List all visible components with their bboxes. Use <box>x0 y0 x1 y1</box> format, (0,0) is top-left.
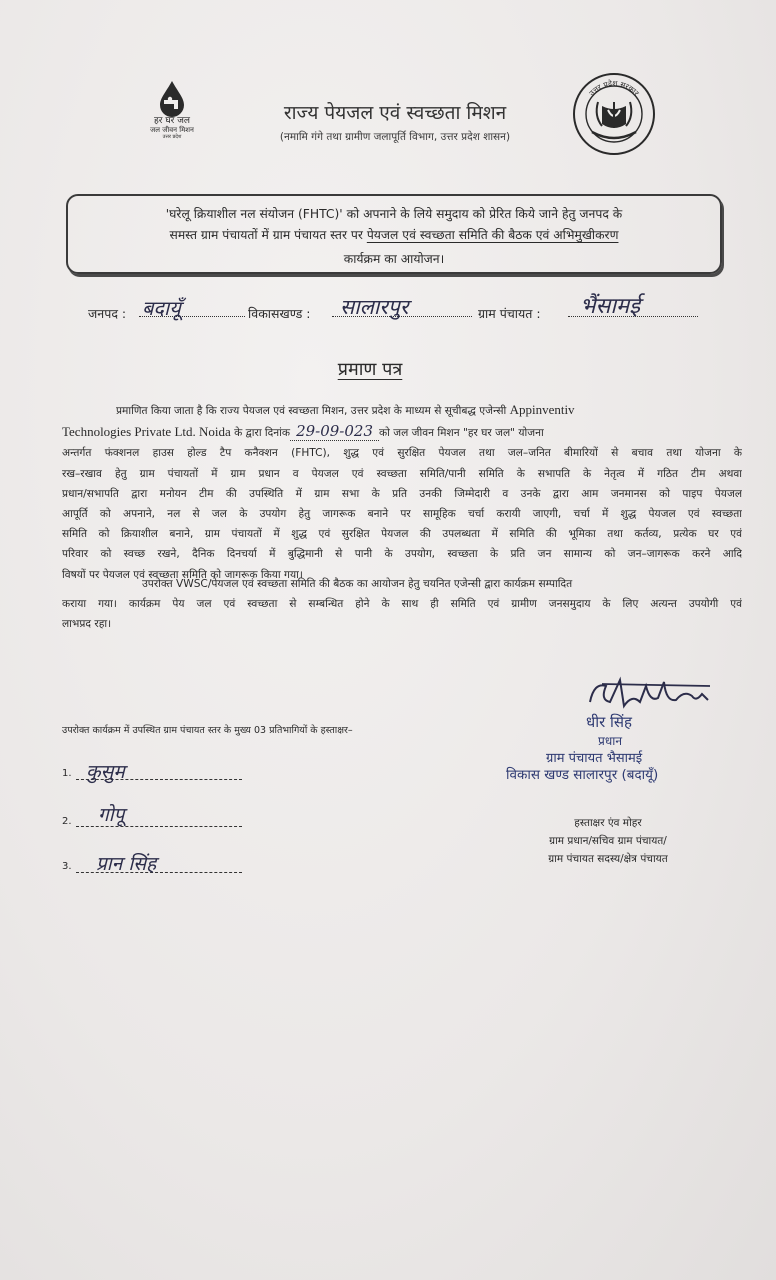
mission-subtitle: (नमामि गंगे तथा ग्रामीण जलापूर्ति विभाग, उत्तर प्रदेश शासन) <box>279 131 511 143</box>
panchayat-label: ग्राम पंचायत : <box>478 306 541 321</box>
paragraph-line: समिति को क्रियाशील बनाने, ग्राम पंचायतों में शुद्ध एवं सुरक्षित पेयजल की उपलब्धता में समिति की भूमिका तथा कर्तव्य, प्रत्येक घर एवं <box>62 528 742 541</box>
district-value: बदायूँ <box>142 296 181 320</box>
paragraph-line: कराया गया। कार्यक्रम पेय जल एवं स्वच्छता से सम्बन्धित होने के साथ ही समिति एवं ग्रामीण जनसमुदाय के लिए अत्यन्त उपयोगी एवं <box>62 598 742 611</box>
stamp-role: प्रधान <box>598 734 622 748</box>
participant-number: 3. <box>62 861 72 872</box>
logo-caption: जल जीवन मिशन <box>150 126 194 134</box>
certificate-paragraph-2 <box>62 574 742 635</box>
har-ghar-jal-logo <box>132 78 212 148</box>
paragraph-text: के द्वारा दिनांक <box>230 427 291 440</box>
company-name: Technologies Private Ltd. Noida <box>62 424 231 440</box>
stamp-block: विकास खण्ड सालारपुर (बदायूँ) <box>506 767 659 783</box>
svg-text:उत्तर प्रदेश सरकार <box>587 79 641 98</box>
logo-caption: उत्तर प्रदेश <box>162 134 182 140</box>
program-line: 'घरेलू क्रियाशील नल संयोजन (FHTC)' को अपनाने के लिये समुदाय को प्रेरित किये जाने हेतु जनपद के <box>165 207 623 221</box>
participant-signature: कुसुम <box>86 761 125 783</box>
paragraph-text: प्रमाणित किया जाता है कि राज्य पेयजल एवं स्वच्छता मिशन, उत्तर प्रदेश के माध्यम से सूचीबद्ध एजेन्सी <box>116 405 507 417</box>
block-label: विकासखण्ड : <box>248 306 311 321</box>
program-line: कार्यक्रम का आयोजन। <box>343 252 445 266</box>
signature-caption: हस्ताक्षर एंव मोहर <box>574 817 642 829</box>
paragraph-line: लाभप्रद रहा। <box>62 618 112 631</box>
certificate-title: प्रमाण पत्र <box>337 359 403 380</box>
district-label: जनपद : <box>88 306 127 321</box>
emblem-text: उत्तर प्रदेश सरकार <box>587 78 641 98</box>
panchayat-value: भैंसामई <box>580 294 640 319</box>
participant-number: 2. <box>62 816 72 827</box>
block-value: सालारपुर <box>340 295 409 319</box>
participant-signature: प्रान सिंह <box>96 853 157 875</box>
signature-caption: ग्राम पंचायत सदस्य/क्षेत्र पंचायत <box>548 853 668 865</box>
agency-name: Appinventiv <box>506 402 575 417</box>
paragraph-line <box>62 400 742 421</box>
participant-number: 1. <box>62 768 72 779</box>
program-line-underlined: पेयजल एवं स्वच्छता समिति की बैठक एवं अभिमुखीकरण <box>366 228 619 242</box>
program-date: 29-09-023 <box>290 422 379 441</box>
water-drop-tap-icon <box>154 80 190 118</box>
up-government-emblem-icon <box>572 72 656 156</box>
logo-caption: हर घर जल <box>154 116 190 126</box>
mission-title: राज्य पेयजल एवं स्वच्छता मिशन <box>283 102 507 124</box>
participants-note: उपरोक्त कार्यक्रम में उपस्थित ग्राम पंचायत स्तर के मुख्य 03 प्रतिभागियों के हस्ताक्षर– <box>62 725 353 736</box>
paragraph-line: विषयों पर पेयजल एवं स्वच्छता समिति को जागरूक किया गया। <box>62 568 303 581</box>
paragraph-line: आपूर्ति को अपनाने, नल से जल के उपयोग हेतु जागरूक बनाने पर सामूहिक चर्चा करायी जाएगी, चर्चा में शुद्ध पेयजल एवं स्वच्छता <box>62 508 742 521</box>
paragraph-line: अन्तर्गत फंक्शनल हाउस होल्ड टैप कनैक्शन (FHTC), शुद्ध एवं सुरक्षित पेयजल तथा जल–जनित बीमारियों से बचाव तथा योजना के <box>62 447 742 460</box>
paragraph-line <box>62 421 742 443</box>
pradhan-signature <box>580 672 720 716</box>
stamp-gram-panchayat: ग्राम पंचायत भैसामई <box>546 751 643 766</box>
paragraph-line: प्रधान/सभापति द्वारा मनोयन टीम की उपस्थिति में ग्राम सभा के प्रति उनकी जिम्मेदारी व उनके द्वारा आम जनमानस को पाइप पेयजल <box>62 487 742 500</box>
stamp-name: धीर सिंह <box>586 713 633 731</box>
certificate-paragraph-1 <box>62 400 742 585</box>
program-line <box>68 223 720 247</box>
signature-caption: ग्राम प्रधान/सचिव ग्राम पंचायत/ <box>549 835 667 847</box>
paragraph-line: उपरोक्त VWSC/पेयजल एवं स्वच्छता समिति की बैठक का आयोजन हेतु चयनित एजेन्सी द्वारा कार्यक्रम सम्पादित <box>142 578 573 590</box>
paragraph-text: को जल जीवन मिशन "हर घर जल" योजना <box>379 427 544 440</box>
pradhan-signature-text: धीर सिंह <box>650 714 654 715</box>
paragraph-line: रख–रखाव हेतु ग्राम पंचायतों में ग्राम प्रधान व पेयजल एवं स्वच्छता समिति/पानी समिति के सभापति के नेतृत्व में गठित टीम अथवा <box>62 467 742 480</box>
participant-signature: गोपू <box>98 804 125 826</box>
program-line-text: समस्त ग्राम पंचायतों में ग्राम पंचायत स्तर पर <box>169 228 367 242</box>
paragraph-line: परिवार को स्वच्छ रखने, दैनिक दिनचर्या में बुद्धिमानी से पानी के उपयोग, स्वच्छता के प्रति जन सामान्य को जन–जागरूक करने आदि <box>62 548 742 561</box>
program-title-box <box>66 194 722 274</box>
